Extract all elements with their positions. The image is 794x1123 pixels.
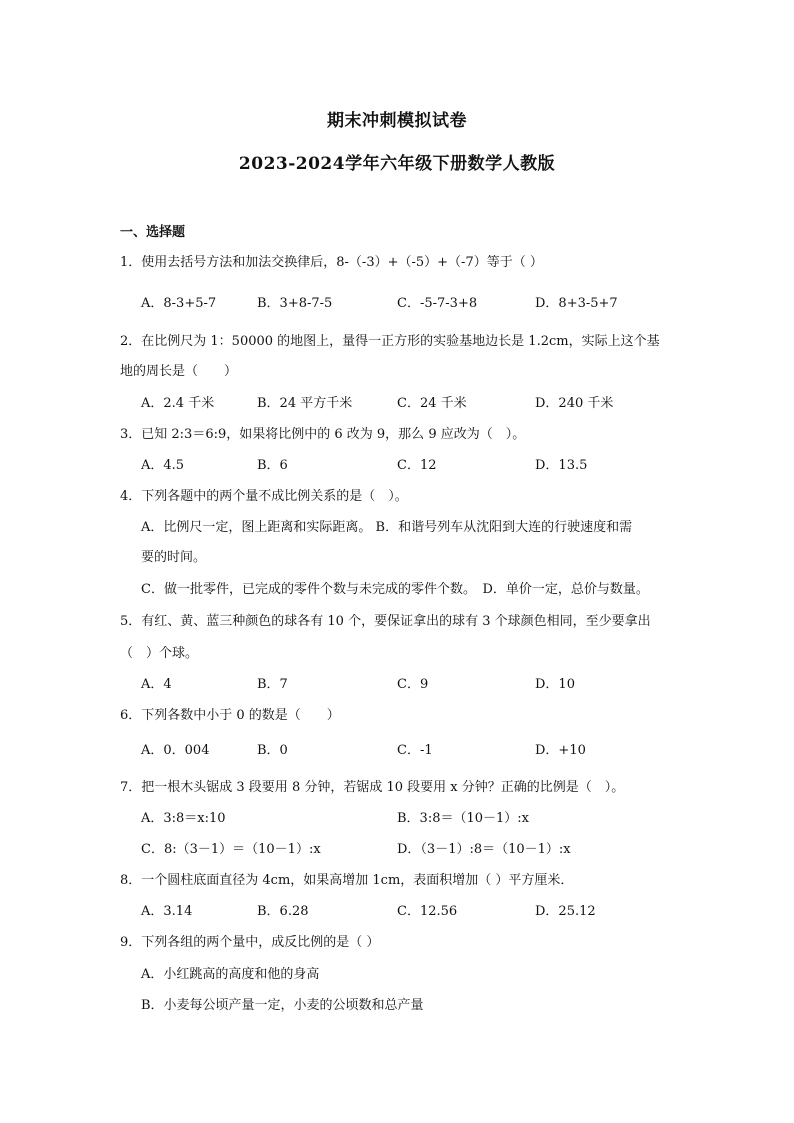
q3-option-d[interactable]: D．13.5 (535, 458, 588, 473)
q1-line-a: 1．使用去括号方法和加法交换律后，8-（-3）+（-5）+（-7）等于（ ） (120, 255, 543, 270)
q5-option-c[interactable]: C．9 (397, 677, 429, 692)
page-title: 期末冲刺模拟试卷 (327, 111, 467, 131)
q4-line-a: 4．下列各题中的两个量不成比例关系的是（ ）。 (120, 489, 408, 504)
q5-line-b: （ ）个球。 (120, 646, 199, 661)
q5-option-d[interactable]: D．10 (535, 677, 575, 692)
q1-option-b[interactable]: B．3+8-7-5 (257, 296, 333, 311)
q2-option-d[interactable]: D．240 千米 (535, 396, 614, 411)
q7-line-a: 7．把一根木头锯成 3 段要用 8 分钟，若锯成 10 段要用 x 分钟？正确的比例是（ ）。 (120, 780, 625, 795)
q5-option-b[interactable]: B．7 (257, 677, 288, 692)
q3-option-b[interactable]: B．6 (257, 458, 288, 473)
q8-line-a: 8．一个圆柱底面直径为 4cm，如果高增加 1cm，表面积增加（ ）平方厘米． (120, 873, 574, 888)
q4-option-a[interactable]: A．比例尺一定，图上距离和实际距离。 B．和谐号列车从沈阳到大连的行驶速度和需 (141, 520, 633, 535)
q1-option-c[interactable]: C．-5-7-3+8 (397, 296, 478, 311)
q6-option-d[interactable]: D．+10 (535, 743, 586, 758)
q6-line-a: 6．下列各数中小于 0 的数是（ ） (120, 708, 340, 723)
q4-option-c[interactable]: C．做一批零件，已完成的零件个数与未完成的零件个数。 D．单价一定，总价与数量。 (141, 582, 649, 597)
q6-option-b[interactable]: B．0 (257, 743, 288, 758)
q6-option-a[interactable]: A．0．004 (141, 743, 210, 758)
q9-line-a: 9．下列各组的两个量中，成反比例的是（ ） (120, 935, 380, 950)
q1-option-a[interactable]: A．8-3+5-7 (141, 296, 217, 311)
q9-option-a[interactable]: A．小红跳高的高度和他的身高 (141, 967, 320, 982)
q3-line-a: 3．已知 2:3＝6:9，如果将比例中的 6 改为 9，那么 9 应改为（ ）。 (120, 427, 526, 442)
q6-option-c[interactable]: C．-1 (397, 743, 433, 758)
q2-option-b[interactable]: B．24 平方千米 (257, 396, 353, 411)
q5-option-a[interactable]: A．4 (141, 677, 172, 692)
q8-option-c[interactable]: C．12.56 (397, 904, 458, 919)
q7-option-c[interactable]: C．8:（3－1）＝（10－1）:x (141, 842, 321, 857)
page-subtitle: 2023-2024学年六年级下册数学人教版 (238, 154, 556, 174)
q9-option-b[interactable]: B．小麦每公顷产量一定，小麦的公顷数和总产量 (141, 998, 424, 1013)
q7-option-b[interactable]: B．3:8＝（10－1）:x (397, 811, 529, 826)
section-heading: 一、选择题 (120, 225, 186, 240)
q7-option-d[interactable]: D．（3－1）:8＝（10－1）:x (397, 842, 571, 857)
q3-option-a[interactable]: A．4.5 (141, 458, 185, 473)
q3-option-c[interactable]: C．12 (397, 458, 437, 473)
q1-option-d[interactable]: D．8+3-5+7 (535, 296, 618, 311)
q2-line-b: 地的周长是（ ） (120, 364, 238, 379)
q8-option-b[interactable]: B．6.28 (257, 904, 309, 919)
q7-option-a[interactable]: A．3:8＝x:10 (141, 811, 226, 826)
q2-option-c[interactable]: C．24 千米 (397, 396, 467, 411)
q8-option-a[interactable]: A．3.14 (141, 904, 193, 919)
q2-option-a[interactable]: A．2.4 千米 (141, 396, 215, 411)
q2-line-a: 2．在比例尺为 1：50000 的地图上，量得一正方形的实验基地边长是 1.2cm，实际上这个基 (120, 334, 660, 349)
q4-option-a-cont: 要的时间。 (141, 550, 207, 565)
q5-line-a: 5．有红、黄、蓝三种颜色的球各有 10 个，要保证拿出的球有 3 个球颜色相同，至少要拿出 (120, 614, 651, 629)
q8-option-d[interactable]: D．25.12 (535, 904, 596, 919)
